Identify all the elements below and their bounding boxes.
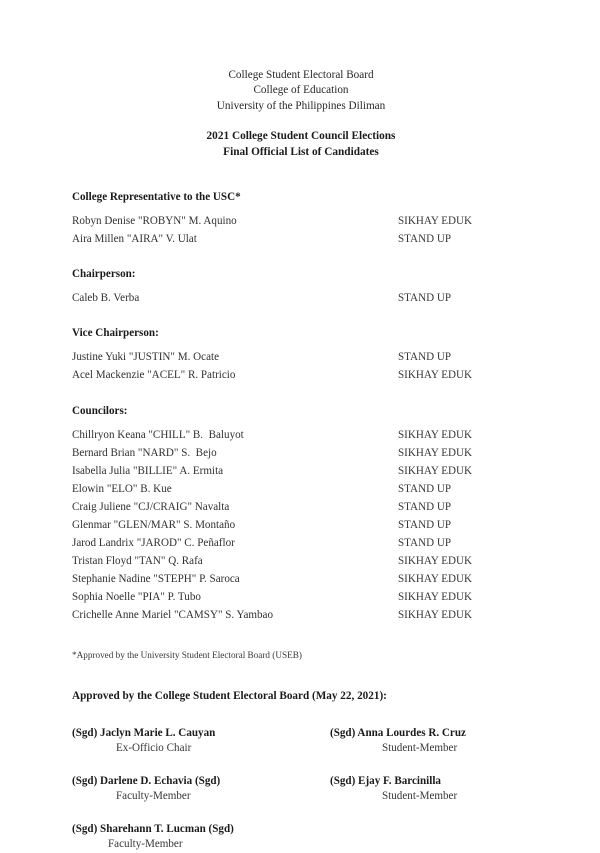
candidate-party: STAND UP — [398, 351, 452, 364]
signatory-block — [72, 726, 530, 853]
candidate-row — [72, 606, 530, 624]
candidate-party: SIKHAY EDUK — [398, 555, 473, 568]
candidate-name: Chillryon Keana "CHILL" B. Baluyot — [72, 428, 244, 441]
candidate-party: STAND UP — [398, 537, 452, 550]
candidate-name: Glenmar "GLEN/MAR" S. Montaño — [72, 518, 236, 531]
section-college-representative — [72, 190, 530, 248]
candidate-party: SIKHAY EDUK — [398, 464, 473, 477]
candidate-row — [72, 289, 530, 307]
candidate-row — [72, 552, 530, 570]
section-chairperson — [72, 267, 530, 307]
candidate-party: SIKHAY EDUK — [398, 591, 473, 604]
signatory-name: (Sgd) Darlene D. Echavia (Sgd) — [72, 774, 221, 787]
candidate-row — [72, 348, 530, 366]
letterhead-line-2: College of Education — [253, 84, 349, 97]
candidate-party: SIKHAY EDUK — [398, 609, 473, 622]
candidate-row — [72, 230, 530, 248]
candidate-party: STAND UP — [398, 482, 452, 495]
letterhead-line-3: University of the Philippines Diliman — [216, 99, 386, 112]
signatory-role: Student-Member — [382, 742, 458, 755]
section-vice-chairperson — [72, 326, 530, 384]
signatory-row — [72, 726, 530, 757]
approval-heading: Approved by the College Student Electoral Board (May 22, 2021): — [72, 689, 387, 702]
candidate-party: SIKHAY EDUK — [398, 369, 473, 382]
signatory-name: (Sgd) Anna Lourdes R. Cruz — [330, 726, 466, 739]
candidate-party: SIKHAY EDUK — [398, 215, 473, 228]
section-heading: Chairperson: — [72, 268, 136, 281]
candidate-row — [72, 570, 530, 588]
candidate-name: Isabella Julia "BILLIE" A. Ermita — [72, 464, 224, 477]
title-line-2: Final Official List of Candidates — [223, 145, 379, 158]
signatory-role: Student-Member — [382, 790, 458, 803]
signatory-role: Faculty-Member — [116, 790, 191, 803]
section-councilors — [72, 404, 530, 625]
candidate-row — [72, 498, 530, 516]
candidate-row — [72, 516, 530, 534]
candidate-name: Sophia Noelle "PIA" P. Tubo — [72, 591, 201, 604]
document-title — [72, 129, 530, 160]
candidate-party: STAND UP — [398, 518, 452, 531]
candidate-row — [72, 212, 530, 230]
signatory-role: Ex-Officio Chair — [116, 742, 192, 755]
candidate-name: Crichelle Anne Mariel "CAMSY" S. Yambao — [72, 609, 274, 622]
signatory-entry — [330, 726, 466, 757]
candidate-party: STAND UP — [398, 292, 452, 305]
signatory-name: (Sgd) Jaclyn Marie L. Cauyan — [72, 726, 216, 739]
signatory-entry — [72, 774, 330, 805]
candidate-party: SIKHAY EDUK — [398, 573, 473, 586]
signatory-entry — [330, 774, 457, 805]
signatory-entry — [72, 726, 330, 757]
letterhead-line-1: College Student Electoral Board — [228, 69, 374, 81]
candidate-name: Robyn Denise "ROBYN" M. Aquino — [72, 215, 237, 228]
candidate-row — [72, 366, 530, 384]
candidate-name: Bernard Brian "NARD" S. Bejo — [72, 446, 217, 459]
letterhead — [72, 68, 530, 114]
section-spacer — [72, 307, 530, 326]
candidate-party: STAND UP — [398, 500, 452, 513]
candidate-row — [72, 588, 530, 606]
candidate-name: Caleb B. Verba — [72, 292, 140, 305]
candidate-name: Jarod Landrix "JAROD" C. Peñaflor — [72, 537, 235, 550]
section-heading: Vice Chairperson: — [72, 327, 159, 340]
section-heading: Councilors: — [72, 404, 128, 417]
candidate-row — [72, 480, 530, 498]
candidate-name: Aira Millen "AIRA" V. Ulat — [72, 233, 197, 246]
section-spacer — [72, 248, 530, 267]
signatory-name: (Sgd) Sharehann T. Lucman (Sgd) — [72, 822, 234, 835]
candidate-row — [72, 426, 530, 444]
section-heading: College Representative to the USC* — [72, 191, 241, 204]
candidate-name: Justine Yuki "JUSTIN" M. Ocate — [72, 351, 219, 364]
candidate-name: Acel Mackenzie "ACEL" R. Patricio — [72, 369, 236, 382]
signatory-role: Faculty-Member — [108, 838, 183, 851]
candidate-name: Craig Juliene "CJ/CRAIG" Navalta — [72, 500, 230, 513]
section-spacer — [72, 385, 530, 404]
candidate-row — [72, 534, 530, 552]
candidate-name: Stephanie Nadine "STEPH" P. Saroca — [72, 573, 240, 586]
candidate-name: Elowin "ELO" B. Kue — [72, 482, 172, 495]
title-line-1: 2021 College Student Council Elections — [206, 130, 396, 143]
candidate-party: STAND UP — [398, 233, 452, 246]
candidate-name: Tristan Floyd "TAN" Q. Rafa — [72, 555, 203, 568]
candidate-row — [72, 462, 530, 480]
footnote-useb-approval: *Approved by the University Student Electoral Board (USEB) — [72, 649, 302, 660]
candidate-party: SIKHAY EDUK — [398, 428, 473, 441]
candidate-row — [72, 444, 530, 462]
candidate-party: SIKHAY EDUK — [398, 446, 473, 459]
signatory-name: (Sgd) Ejay F. Barcinilla — [330, 774, 441, 787]
signatory-row — [72, 774, 530, 805]
candidate-sections — [72, 190, 530, 625]
